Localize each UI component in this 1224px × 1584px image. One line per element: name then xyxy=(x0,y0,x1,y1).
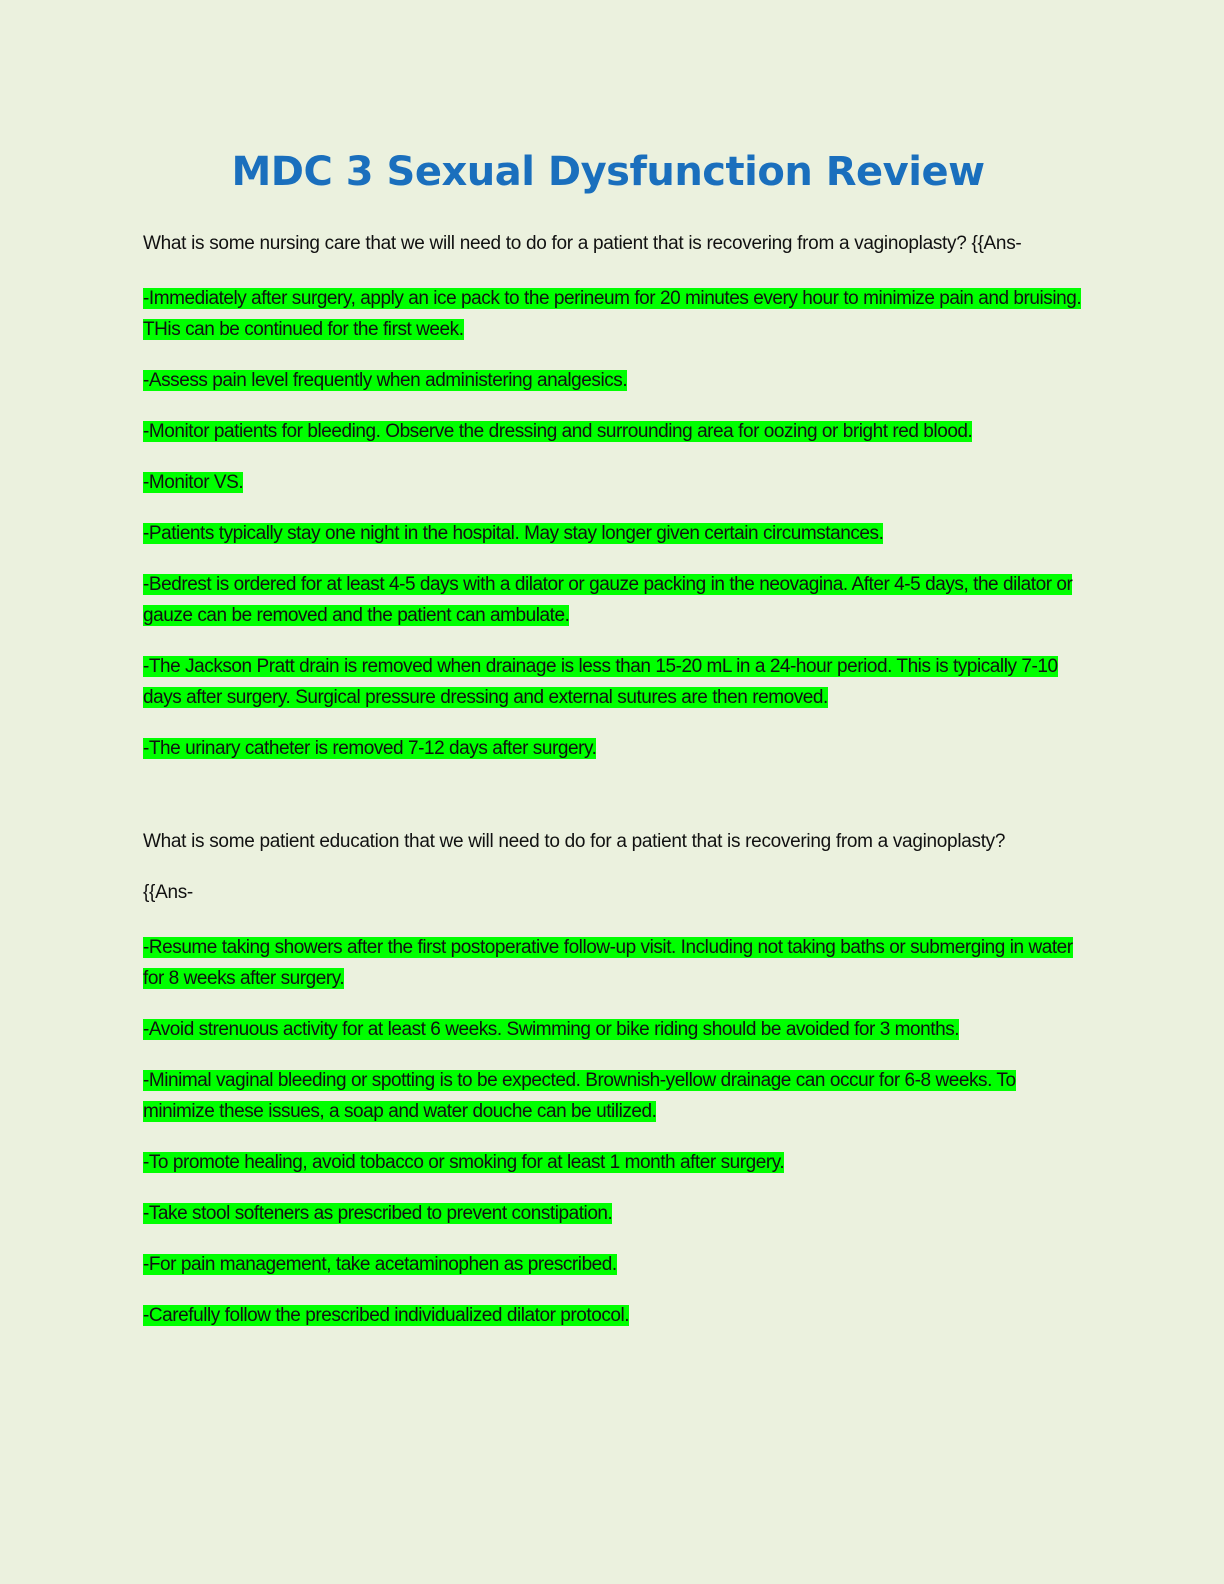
highlighted-answer-text: -Take stool softeners as prescribed to prevent constipation. xyxy=(143,1203,613,1224)
highlighted-answer-text: -The Jackson Pratt drain is removed when drainage is less than 15-20 mL in a 24-hour period. This is typically 7-10 days after surgery. Surgical pressure dressing and external sutures are then removed. xyxy=(143,656,1058,708)
highlighted-answer-text: -Assess pain level frequently when administering analgesics. xyxy=(143,370,628,391)
answer-list xyxy=(143,932,1083,1331)
answer-item xyxy=(143,518,1083,549)
answer-item xyxy=(143,283,1083,345)
highlighted-answer-text: -For pain management, take acetaminophen as prescribed. xyxy=(143,1254,617,1275)
question-text: What is some patient education that we will need to do for a patient that is recovering from a vaginoplasty? xyxy=(143,831,1006,852)
highlighted-answer-text: -Avoid strenuous activity for at least 6 weeks. Swimming or bike riding should be avoided for 3 months. xyxy=(143,1019,960,1040)
highlighted-answer-text: -Patients typically stay one night in the hospital. May stay longer given certain circumstances. xyxy=(143,523,884,544)
answer-item xyxy=(143,1300,1083,1331)
highlighted-answer-text: -Resume taking showers after the first postoperative follow-up visit. Including not taking baths or submerging in water for 8 weeks after surgery. xyxy=(143,937,1073,989)
highlighted-answer-text: -To promote healing, avoid tobacco or smoking for at least 1 month after surgery. xyxy=(143,1152,785,1173)
question-section-2 xyxy=(143,826,1083,1331)
highlighted-answer-text: -Carefully follow the prescribed individualized dilator protocol. xyxy=(143,1305,630,1326)
answer-item xyxy=(143,467,1083,498)
document-title: MDC 3 Sexual Dysfunction Review xyxy=(231,149,985,195)
document-page xyxy=(143,140,1083,1351)
answer-item xyxy=(143,1065,1083,1127)
highlighted-answer-text: -Monitor VS. xyxy=(143,472,244,493)
question-section-1 xyxy=(143,228,1083,764)
highlighted-answer-text: -Monitor patients for bleeding. Observe the dressing and surrounding area for oozing or bright red blood. xyxy=(143,421,973,442)
answer-item xyxy=(143,1198,1083,1229)
highlighted-answer-text: -Bedrest is ordered for at least 4-5 days with a dilator or gauze packing in the neovagina. After 4-5 days, the dilator or gauze can be removed and the patient can ambulate. xyxy=(143,574,1073,626)
answer-item xyxy=(143,1014,1083,1045)
highlighted-answer-text: -The urinary catheter is removed 7-12 days after surgery. xyxy=(143,738,597,759)
question-text: What is some nursing care that we will need to do for a patient that is recovering from a vaginoplasty? {{Ans- xyxy=(143,233,1022,254)
answer-item xyxy=(143,365,1083,396)
answer-list xyxy=(143,283,1083,764)
answer-item xyxy=(143,1147,1083,1178)
highlighted-answer-text: -Immediately after surgery, apply an ice pack to the perineum for 20 minutes every hour to minimize pain and bruising. THis can be continued for the first week. xyxy=(143,288,1082,340)
answer-item xyxy=(143,932,1083,994)
highlighted-answer-text: -Minimal vaginal bleeding or spotting is to be expected. Brownish-yellow drainage can occur for 6-8 weeks. To minimize these issues, a soap and water douche can be utilized. xyxy=(143,1070,1016,1122)
answer-item xyxy=(143,651,1083,713)
answer-item xyxy=(143,1249,1083,1280)
answer-item xyxy=(143,733,1083,764)
answer-tag: {{Ans- xyxy=(143,882,193,903)
answer-item xyxy=(143,569,1083,631)
answer-item xyxy=(143,416,1083,447)
